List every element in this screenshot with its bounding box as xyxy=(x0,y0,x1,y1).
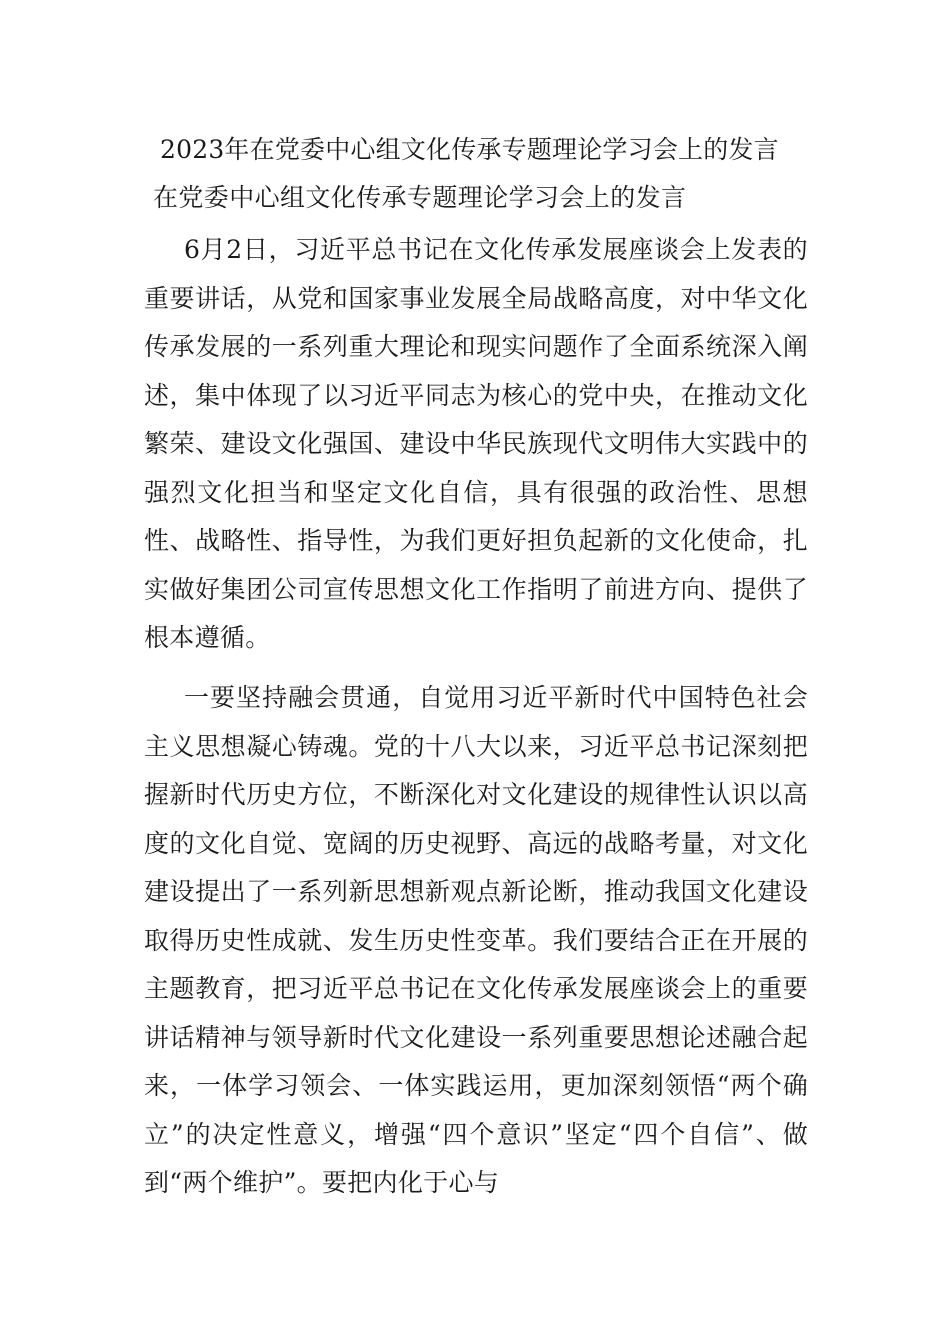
document-subtitle: 在党委中心组文化传承专题理论学习会上的发言 xyxy=(153,183,687,212)
document-title: 2023年在党委中心组文化传承专题理论学习会上的发言 xyxy=(160,135,779,164)
body-paragraph-2: 一要坚持融会贯通，自觉用习近平新时代中国特色社会主义思想凝心铸魂。党的十八大以来，习近平总书记深刻把握新时代历史方位，不断深化对文化建设的规律性认识以高度的文化自觉、宽阔的历史视野、高远的战略考量，对文化建设提出了一系列新思想新观点新论断，推动我国文化建设取得历史性成就、发生历史性变革。我们要结合正在开展的主题教育，把习近平总书记在文化传承发展座谈会上的重要讲话精神与领导新时代文化建设一系列重要思想论述融合起来，一体学习领会、一体实践运用，更加深刻领悟“两个确立”的决定性意义，增强“四个意识”坚定“四个自信”、做到“两个维护”。要把内化于心与 xyxy=(144,683,808,1197)
body-paragraph-1: 6月2日，习近平总书记在文化传承发展座谈会上发表的重要讲话，从党和国家事业发展全局战略高度，对中华文化传承发展的一系列重大理论和现实问题作了全面系统深入阐述，集中体现了以习近平同志为核心的党中央，在推动文化繁荣、建设文化强国、建设中华民族现代文明伟大实践中的强烈文化担当和坚定文化自信，具有很强的政治性、思想性、战略性、指导性，为我们更好担负起新的文化使命，扎实做好集团公司宣传思想文化工作指明了前进方向、提供了根本遵循。 xyxy=(144,235,808,652)
